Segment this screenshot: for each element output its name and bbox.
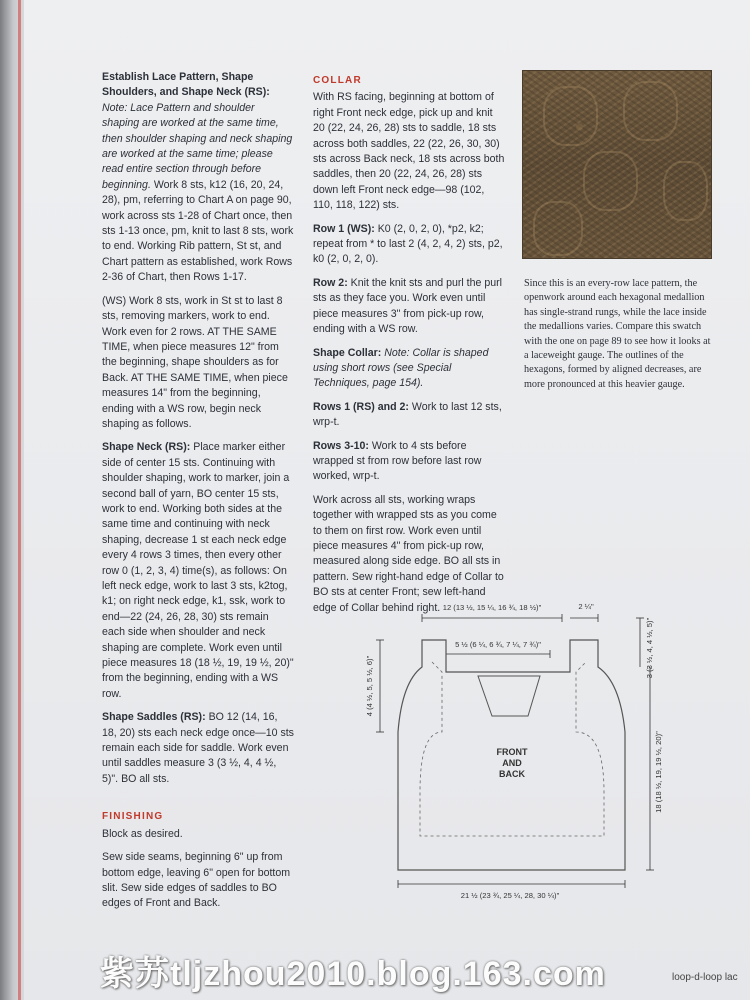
and-label: AND xyxy=(502,758,522,768)
row-2-heading: Row 2: xyxy=(313,276,351,289)
collar-finish: Work across all sts, working wraps together with wrapped sts as you come to them on first row. Work even until piece measures 4" from pick-up row, measured along side edge. BO all sts in pattern. Sew right-hand edge of Collar to BO sts at center Front; sew left-hand edge of Collar behind right. xyxy=(313,493,504,614)
shape-collar-note: Note: Collar is shaped using short rows (see Special Techniques, page 154). xyxy=(313,346,489,390)
row-1-body: K0 (2, 0, 2, 0), *p2, k2; repeat from * to last 2 (4, 2, 4, 2) sts, p2, k0 (2, 0, 2, 0). xyxy=(313,222,503,266)
shape-saddles-heading: Shape Saddles (RS): xyxy=(102,711,209,724)
lace-pattern-paragraph xyxy=(102,70,294,286)
back-label: BACK xyxy=(499,769,525,779)
spine-edge xyxy=(18,0,21,1000)
shape-collar-heading: Shape Collar: xyxy=(313,346,385,359)
shape-saddles-paragraph xyxy=(102,710,294,787)
row-2-body: Knit the knit sts and purl the purl sts as they face you. Work even until piece measures 3" from pick-up row, ending with a WS row. xyxy=(313,276,503,336)
lace-pattern-heading: Establish Lace Pattern, Shape Shoulders, and Shape Neck (RS): xyxy=(102,71,270,99)
top-width-label: 12 (13 ½, 15 ¼, 16 ¾, 18 ½)" xyxy=(442,603,542,612)
shape-neck-heading: Shape Neck (RS): xyxy=(102,441,194,454)
rows-3-10-body: Work to 4 sts before wrapped st from row before last row worked, wrp-t. xyxy=(313,439,482,483)
swatch-caption: Since this is an every-row lace pattern, the openwork around each hexagonal medallion has single-strand rungs, while the lace inside the medallions varies. Compare this swatch with the one on page 89 to see how it looks at a laceweight gauge. The outlines of the hexagons, formed by aligned decreases, are more pronounced at this heavier gauge. xyxy=(524,278,711,390)
instructions-column-right xyxy=(313,73,505,624)
shape-neck-body: Place marker either side of center 15 sts. Continuing with shoulder shaping, work to marker, join a second ball of yarn, BO center 15 sts, work to end. Working both sides at the same time and continuing with neck shaping, decrease 1 st each neck edge every 4 rows 3 times, then every other row 0 (1, 2, 3, 4) time(s), as follows: On left neck edge, work to last 3 sts, k2tog, k1; on right neck edge, k1, ssk, work to end—22 (24, 26, 28, 30) sts remain each side when shoulder and neck shaping are complete. Work even until piece measures 18 (18 ½, 19, 19 ½, 20)" from the beginning, ending with a WS row. xyxy=(102,441,294,700)
ws-paragraph: (WS) Work 8 sts, work in St st to last 8 sts, removing markers, work to end. Work even for 2 rows. AT THE SAME TIME, when piece measures 12" from the beginning, shape shoulders as for Back. AT THE SAME TIME, when piece measures 14" from the beginning, ending with a WS row, begin neck shaping as follows. xyxy=(102,294,288,430)
watermark: 紫苏tljzhou2010.blog.163.com xyxy=(100,955,606,993)
collar-row-1 xyxy=(313,222,505,268)
finishing-block: Block as desired. xyxy=(102,827,183,840)
short-rows-3-10 xyxy=(313,439,505,485)
running-footer: loop-d-loop lac xyxy=(672,972,738,983)
right-top-label: 3 (3 ½, 4, 4 ½, 5)" xyxy=(645,617,654,679)
front-back-schematic xyxy=(350,592,670,902)
left-height-label: 4 (4 ½, 5, 5 ½, 6)" xyxy=(365,655,374,717)
bottom-width-label: 21 ½ (23 ¾, 25 ¼, 28, 30 ¼)" xyxy=(460,891,560,900)
lace-pattern-body: Work 8 sts, k12 (16, 20, 24, 28), pm, referring to Chart A on page 90, work across sts 1-28 of Chart once, then sts 1-13 once, pm, knit to last 8 sts, work to end. Working Rib pattern, St st, and Chart pattern as established, work Rows 2-36 of Chart, then Rows 1-17. xyxy=(102,178,294,284)
rows-1-2-heading: Rows 1 (RS) and 2: xyxy=(313,400,412,413)
neck-width-label: 5 ½ (6 ¼, 6 ¾, 7 ¼, 7 ¾)" xyxy=(455,640,541,649)
front-label: FRONT xyxy=(496,747,528,757)
finishing-seams: Sew side seams, beginning 6" up from bottom edge, leaving 6" open for bottom slit. Sew side edges of saddles to BO edges of Front and Back. xyxy=(102,851,291,910)
shape-collar xyxy=(313,346,505,392)
rows-1-2-body: Work to last 12 sts, wrp-t. xyxy=(313,400,502,429)
right-height-label: 18 (18 ½, 19, 19 ½, 20)" xyxy=(654,731,663,813)
shape-saddles-body: BO 12 (14, 16, 18, 20) sts each neck edge once—10 sts remain each side for saddle. Work even until saddles measure 3 (3 ½, 4, 4 ½, 5)". BO all sts. xyxy=(102,711,294,785)
rows-3-10-heading: Rows 3-10: xyxy=(313,439,372,452)
shape-neck-paragraph xyxy=(102,440,294,702)
collar-row-2 xyxy=(313,276,505,338)
short-rows-1-2 xyxy=(313,400,505,431)
finishing-title: FINISHING xyxy=(102,811,164,823)
collar-pickup: With RS facing, beginning at bottom of right Front neck edge, pick up and knit 20 (22, 24, 26, 28) sts to saddle, 18 sts across both saddles, 22 (22, 26, 30, 30) sts across Back neck, 18 sts across both saddles, then 20 (22, 24, 26, 28) sts down left Front neck edge—98 (102, 110, 118, 122) sts. xyxy=(313,91,505,212)
collar-title: COLLAR xyxy=(313,75,362,86)
lace-pattern-note: Note: Lace Pattern and shoulder shaping are worked at the same time, then shoulder shaping and neck shaping are worked at the same time; please read entire section through before beginning. xyxy=(102,101,293,191)
row-1-heading: Row 1 (WS): xyxy=(313,222,378,235)
lace-swatch-photo xyxy=(522,70,712,259)
saddle-width-label: 2 ¼" xyxy=(578,602,594,611)
instructions-column-left xyxy=(102,70,294,920)
